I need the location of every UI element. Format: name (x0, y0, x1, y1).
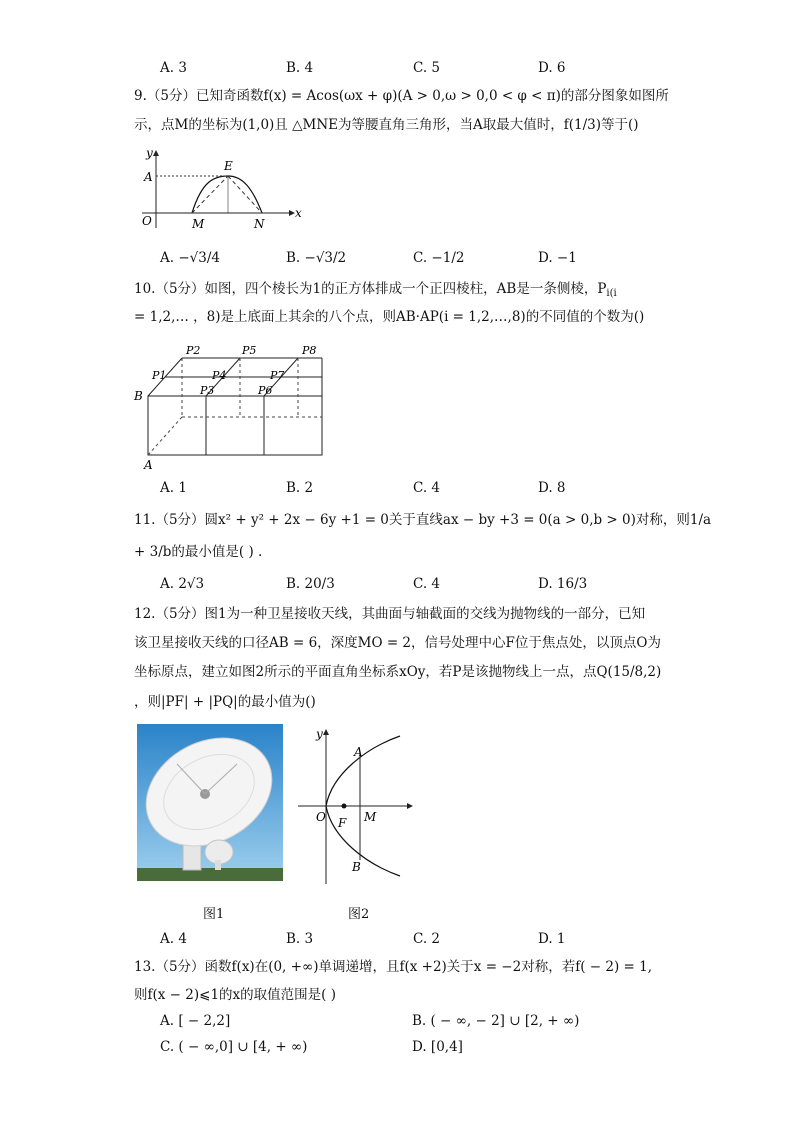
focus-point (342, 804, 347, 809)
small-pedestal (215, 860, 221, 870)
q10-prism-figure (132, 339, 332, 475)
option-c[interactable]: C. −1/2 (413, 250, 465, 266)
q8-options (160, 60, 660, 82)
option-a[interactable]: A. 1 (160, 480, 187, 496)
q10-stem-line2: = 1,2,… ，8)是上底面上其余的八个点，则AB·AP(i = 1,2,…,8)的不同值的个数为() (134, 309, 645, 325)
option-c[interactable]: C. 4 (413, 576, 441, 592)
q11-stem-line2: + 3/b的最小值是( ) . (134, 544, 263, 560)
label-n: N (254, 217, 265, 231)
q12-options (160, 931, 660, 953)
q13-options-row1 (160, 1013, 660, 1035)
option-b[interactable]: B. −√3/2 (286, 250, 347, 266)
option-d[interactable]: D. 8 (538, 480, 566, 496)
label-y: y (316, 727, 323, 741)
caption-fig1: 图1 (203, 907, 225, 922)
option-b[interactable]: B. 2 (286, 480, 314, 496)
q10-options (160, 480, 660, 502)
option-b[interactable]: B. 20/3 (286, 576, 335, 592)
option-c[interactable]: C. ( − ∞,0] ∪ [4, + ∞) (160, 1039, 308, 1055)
option-d[interactable]: D. 1 (538, 931, 566, 947)
option-b[interactable]: B. 3 (286, 931, 314, 947)
q13-stem-line2: 则f(x − 2)⩽1的x的取值范围是( ) (134, 987, 336, 1003)
q9-cosine-graph (134, 143, 309, 233)
label-m: M (364, 810, 377, 824)
label-x: x (295, 206, 302, 220)
option-c[interactable]: C. 5 (413, 60, 441, 76)
front-face (148, 396, 322, 455)
q11-options (160, 576, 660, 598)
option-c[interactable]: C. 2 (413, 931, 441, 947)
option-a[interactable]: A. [ − 2,2] (160, 1013, 231, 1029)
ground (137, 868, 283, 881)
side-en (228, 176, 262, 213)
q12-stem-line3: 坐标原点，建立如图2所示的平面直角坐标系xOy，若P是该抛物线上一点，点Q(15/8,2) (134, 664, 662, 680)
q12-stem-line4: ，则|PF| + |PQ|的最小值为() (134, 694, 316, 710)
label-p3: P3 (200, 384, 215, 397)
label-b: B (352, 860, 361, 874)
label-y: y (146, 146, 153, 160)
label-m: M (192, 217, 205, 231)
label-o: O (142, 214, 152, 228)
q12-parabola-figure (296, 724, 420, 886)
label-a: A (144, 170, 153, 184)
label-f: F (338, 816, 347, 830)
q10-stem-text1: 10.（5分）如图，四个棱长为1的正方体排成一个正四棱柱，AB是一条侧棱，P (134, 281, 607, 297)
q13-options-row2 (160, 1039, 660, 1061)
satellite-dish-photo (137, 724, 283, 881)
q10-stem-tail: i(i (606, 288, 617, 299)
label-o: O (316, 810, 326, 824)
q13-stem-line1: 13.（5分）函数f(x)在(0, +∞)单调递增，且f(x +2)关于x = −2对称，若f( − 2) = 1, (134, 959, 652, 975)
option-d[interactable]: D. 16/3 (538, 576, 588, 592)
option-b[interactable]: B. ( − ∞, − 2] ∪ [2, + ∞) (412, 1013, 580, 1029)
q12-stem-line1: 12.（5分）图1为一种卫星接收天线，其曲面与轴截面的交线为抛物线的一部分，已知 (134, 606, 646, 622)
hidden-edge-1 (148, 417, 182, 455)
q12-stem-line2: 该卫星接收天线的口径AB = 6，深度MO = 2，信号处理中心F位于焦点处，以顶点O为 (134, 635, 661, 651)
label-b: B (134, 389, 143, 403)
q11-stem-line1: 11.（5分）圆x² + y² + 2x − 6y +1 = 0关于直线ax − by +3 = 0(a > 0,b > 0)对称，则1/a (134, 512, 712, 528)
label-p5: P5 (242, 344, 257, 357)
option-a[interactable]: A. −√3/4 (160, 250, 220, 266)
option-d[interactable]: D. 6 (538, 60, 566, 76)
option-a[interactable]: A. 3 (160, 60, 187, 76)
label-p1: P1 (152, 369, 167, 382)
label-p7: P7 (270, 369, 285, 382)
option-d[interactable]: D. −1 (538, 250, 577, 266)
q9-options (160, 250, 660, 272)
label-a: A (354, 745, 363, 759)
q9-stem-line1: 9.（5分）已知奇函数f(x) = Acos(ωx + φ)(A > 0,ω > 0,0 < φ < π)的部分图象如图所 (134, 88, 669, 104)
label-p6: P6 (258, 384, 273, 397)
label-e: E (224, 159, 233, 173)
option-d[interactable]: D. [0,4] (412, 1039, 463, 1055)
label-p2: P2 (186, 344, 201, 357)
option-b[interactable]: B. 4 (286, 60, 314, 76)
cosine-curve (192, 176, 262, 213)
q10-stem-line1 (134, 279, 617, 304)
option-a[interactable]: A. 4 (160, 931, 187, 947)
label-p4: P4 (212, 369, 227, 382)
q9-stem-line2: 示，点M的坐标为(1,0)且 △MNE为等腰直角三角形，当A取最大值时，f(1/3)等于() (134, 117, 639, 133)
label-a: A (144, 458, 153, 472)
label-p8: P8 (302, 344, 317, 357)
option-c[interactable]: C. 4 (413, 480, 441, 496)
option-a[interactable]: A. 2√3 (160, 576, 205, 592)
caption-fig2: 图2 (348, 907, 370, 922)
